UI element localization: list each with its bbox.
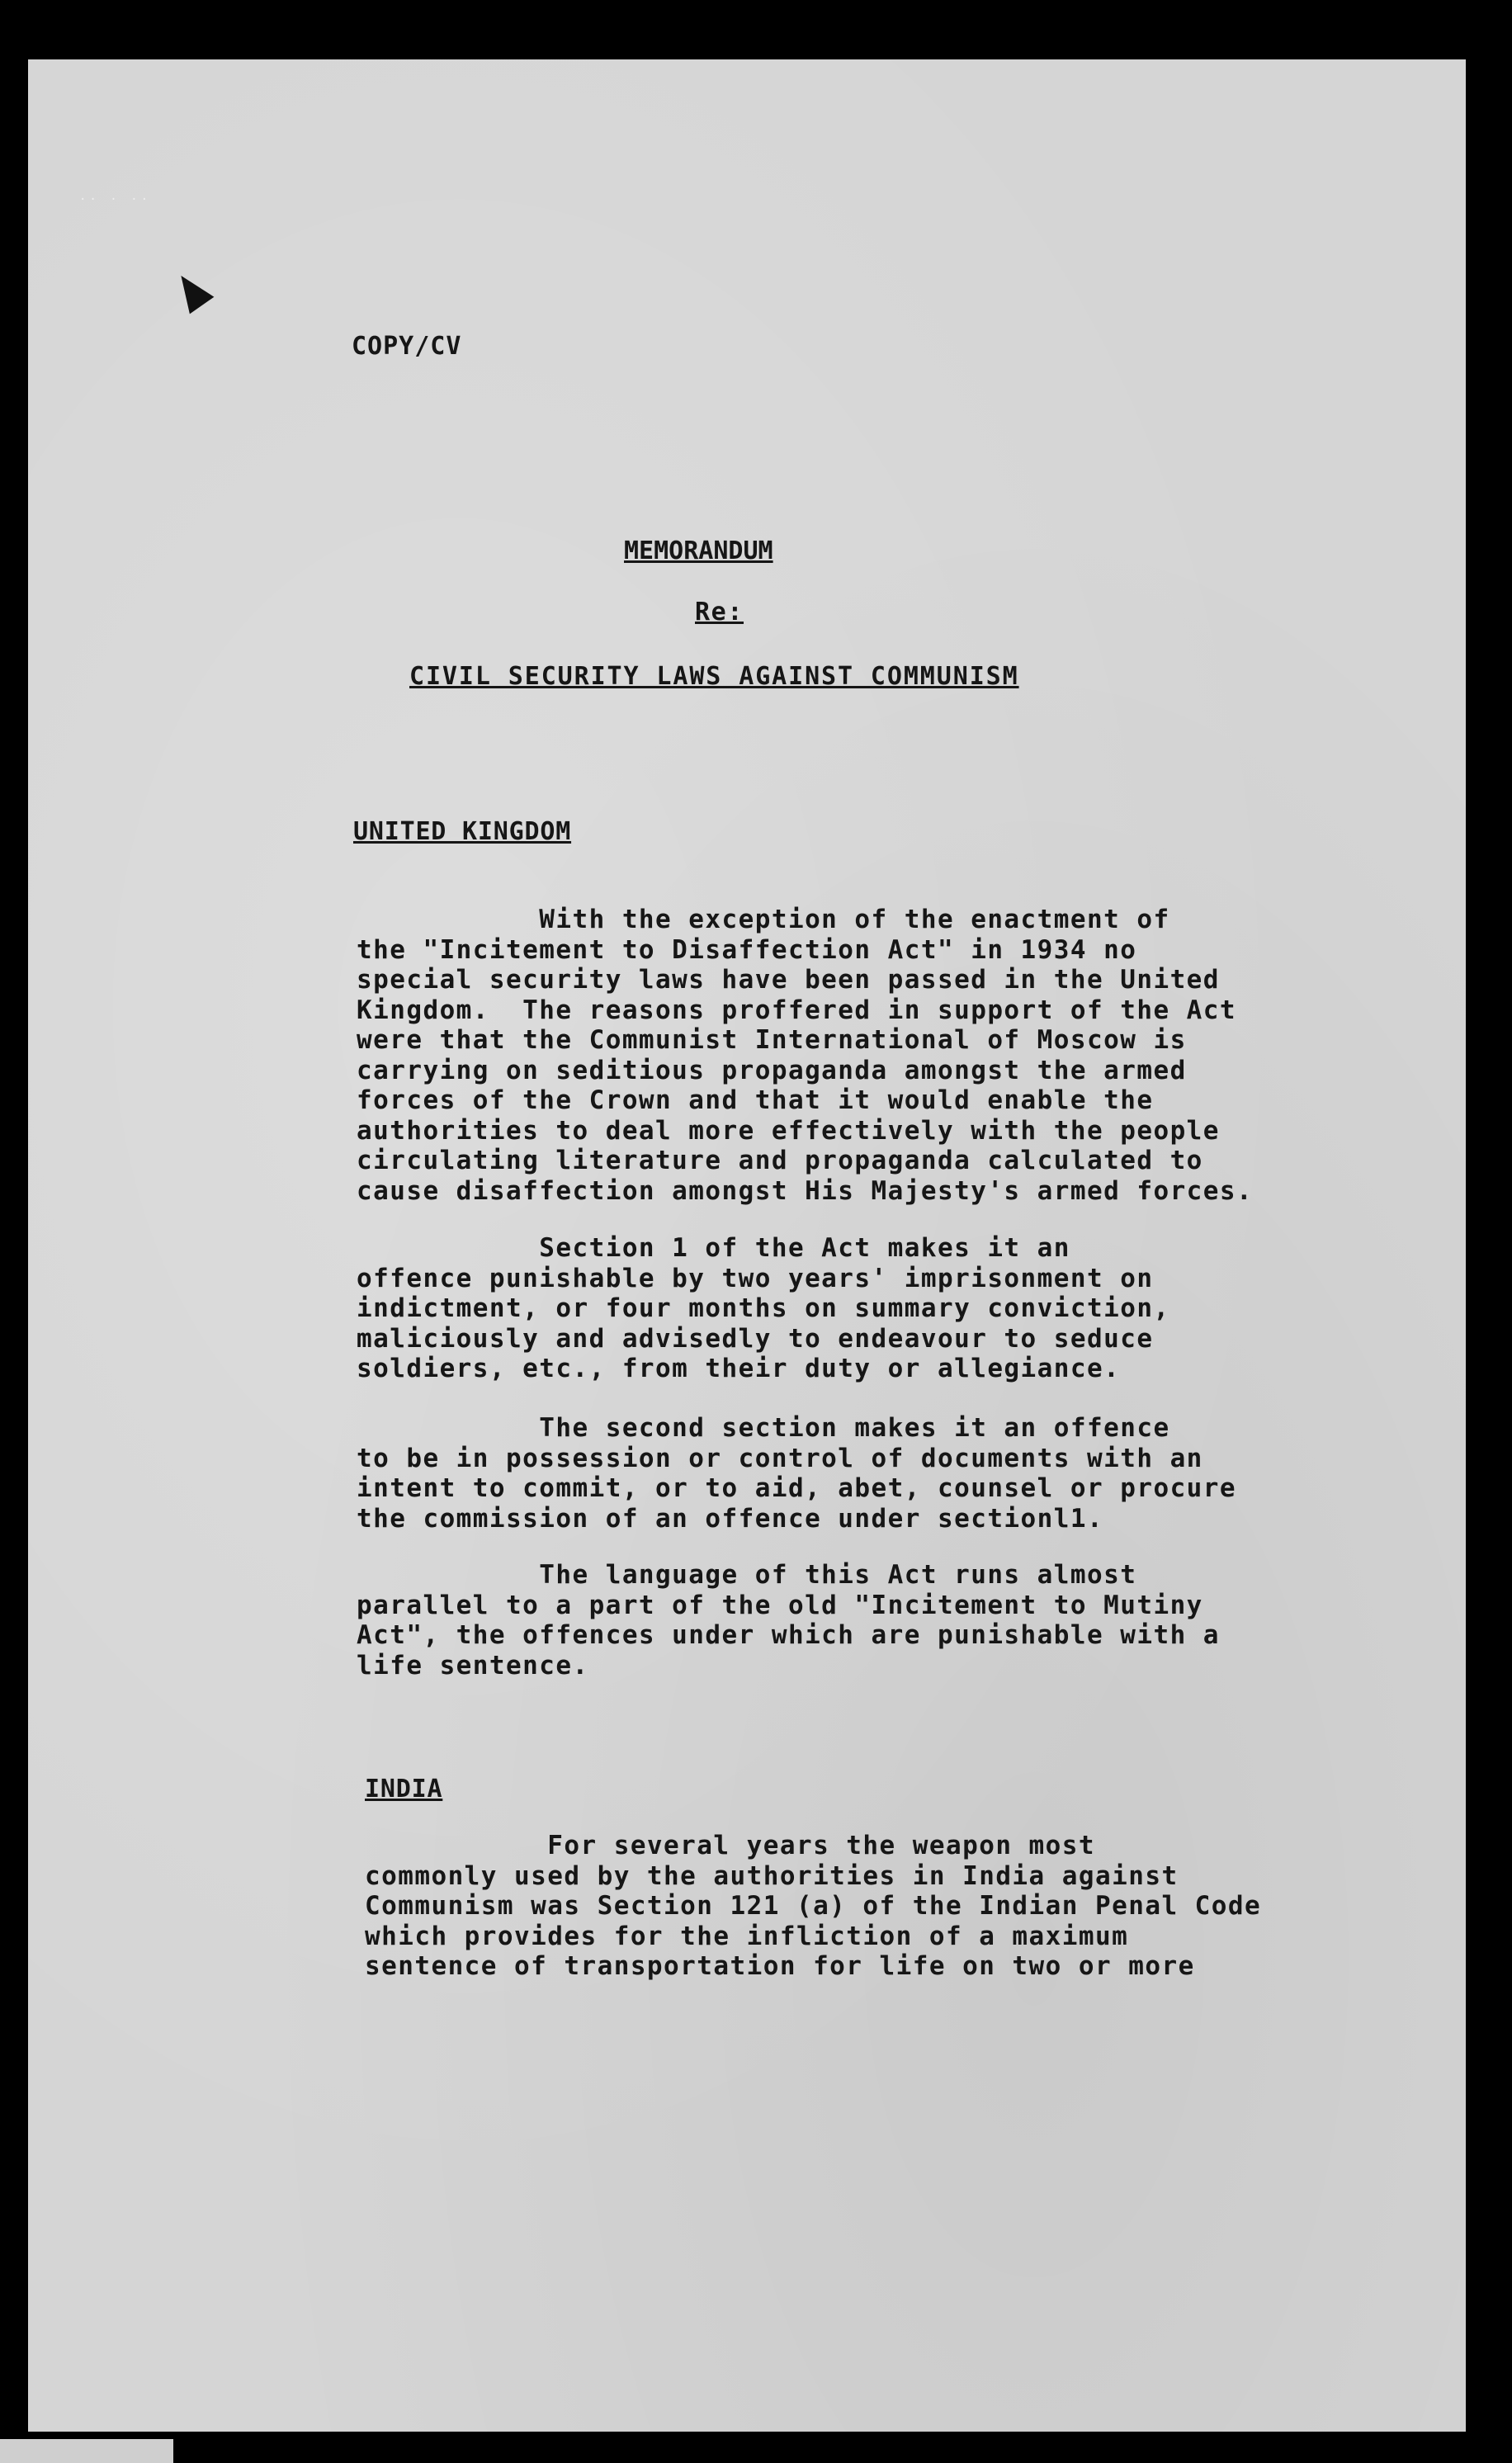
film-edge-strip: [0, 2439, 173, 2463]
title-subject: CIVIL SECURITY LAWS AGAINST COMMUNISM: [409, 662, 1019, 691]
title-memorandum: MEMORANDUM: [624, 537, 773, 565]
memorandum-body: [28, 59, 1466, 2432]
title-re: Re:: [695, 598, 744, 626]
film-specks: .. . ..: [79, 190, 152, 203]
document-page: [28, 59, 1466, 2432]
paragraph-uk-3: The second section makes it an offence to be in possession or control of documents with an intent to commit, or to aid, abet, counsel or procure the commission of an offence under sectionl1.: [357, 1413, 1237, 1534]
paragraph-uk-4: The language of this Act runs almost parallel to a part of the old "Incitement to Mutiny Act", the offences under which are punishable with a life sentence.: [357, 1560, 1220, 1681]
paragraph-uk-2: Section 1 of the Act makes it an offence punishable by two years' imprisonment on indictment, or four months on summary conviction, maliciously and advisedly to endeavour to seduce soldiers, etc., from their duty or allegiance.: [357, 1233, 1170, 1383]
paragraph-india-1: For several years the weapon most commonly used by the authorities in India against Communism was Section 121 (a) of the Indian Penal Code which provides for the infliction of a maximum sentence of transportation for life on two or more: [365, 1831, 1262, 1981]
paragraph-uk-1: With the exception of the enactment of the "Incitement to Disaffection Act" in 1934 no special security laws have been passed in the United Kingdom. The reasons proffered in support of the Act were that the Communist International of Moscow is carrying on seditious propaganda amongst the armed forces of the Crown and that it would enable the authorities to deal more effectively with the people circulating literature and propaganda calculated to cause disaffection amongst His Majesty's armed forces.: [357, 905, 1254, 1206]
copy-mark: COPY/CV: [352, 332, 462, 361]
heading-united-kingdom: UNITED KINGDOM: [353, 817, 572, 846]
heading-india: INDIA: [365, 1775, 443, 1804]
